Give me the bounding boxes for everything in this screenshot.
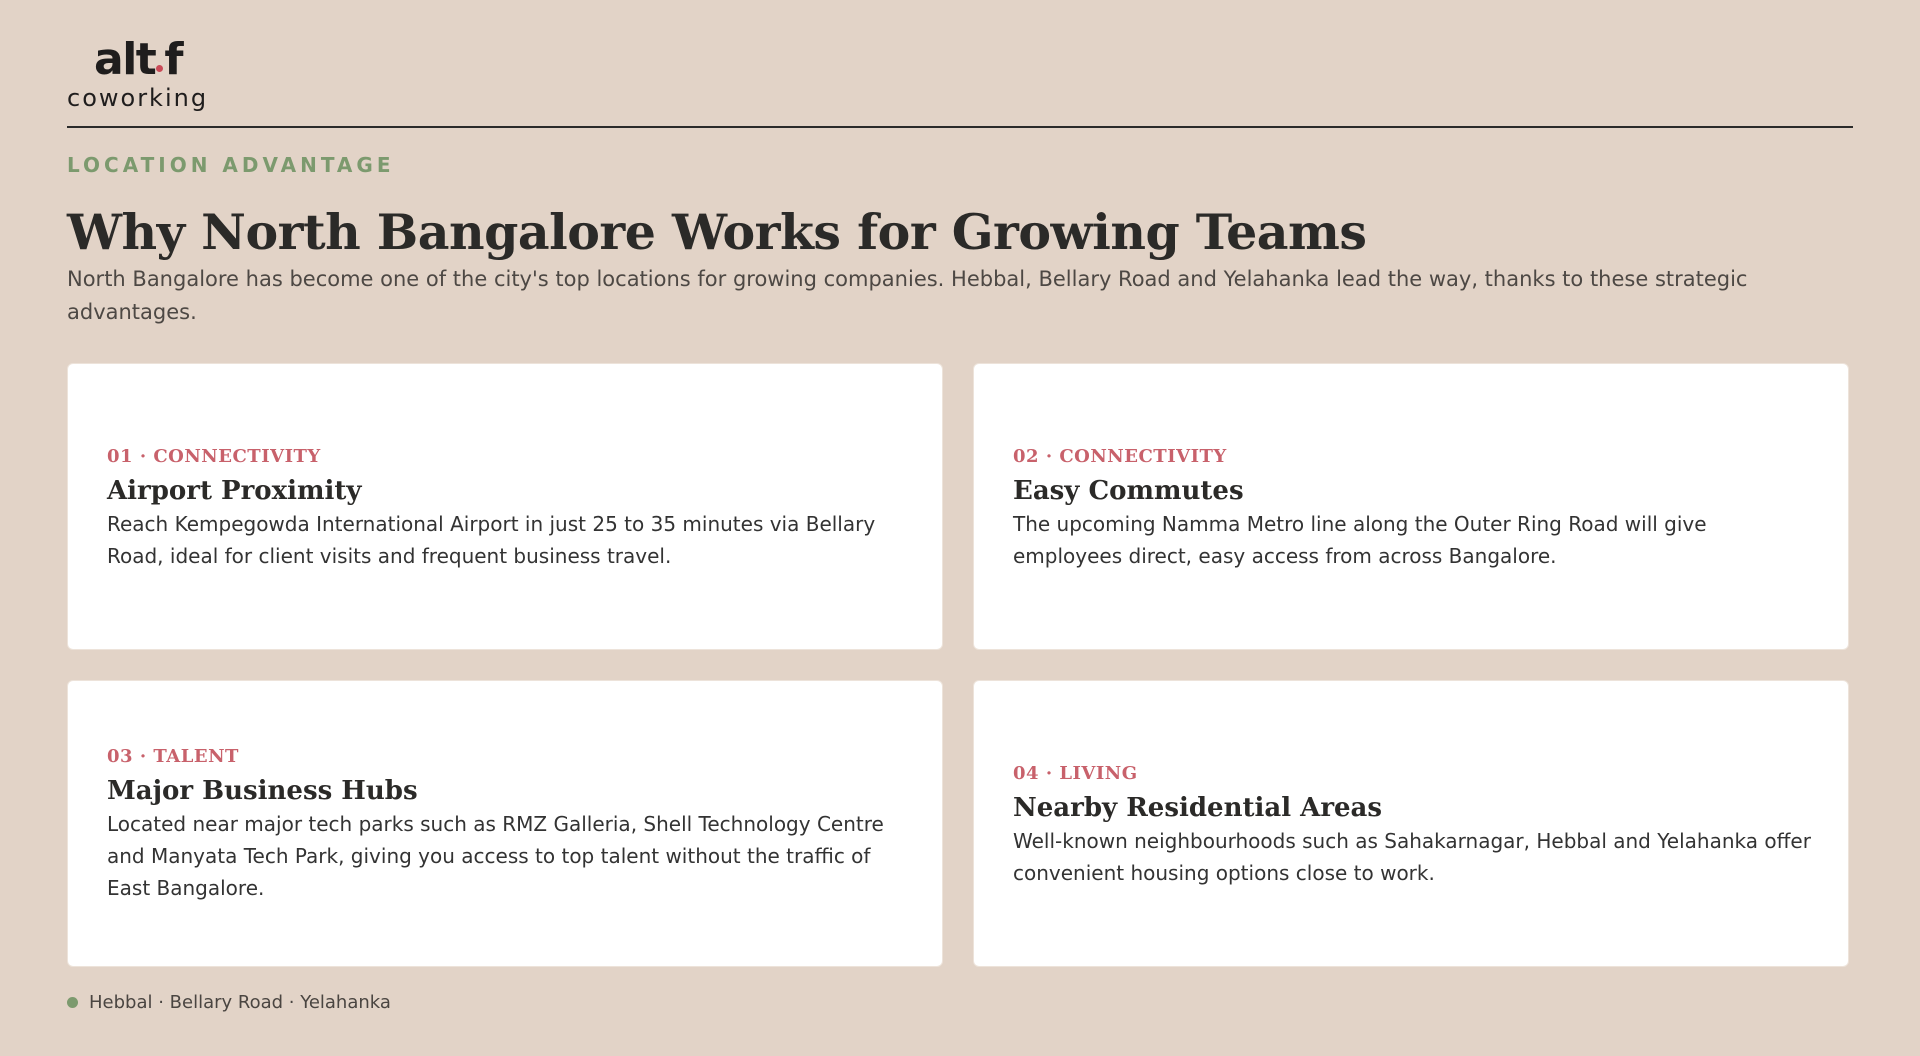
card-tag: 03 · TALENT [107, 746, 239, 767]
logo-wordmark-left: alt [94, 34, 156, 85]
logo-dot-icon [156, 65, 163, 72]
page [67, 0, 1853, 1056]
advantage-card-airport-proximity [67, 363, 943, 650]
location-list: Hebbal · Bellary Road · Yelahanka [89, 992, 391, 1013]
card-tag: 04 · LIVING [1013, 763, 1138, 784]
card-description: Reach Kempegowda International Airport in just 25 to 35 minutes via Bellary Road, ideal for client visits and frequent business travel. [107, 512, 876, 568]
card-description: Located near major tech parks such as RMZ Galleria, Shell Technology Centre and Manyata Tech Park, giving you access to top talent without the traffic of East Bangalore. [107, 812, 884, 900]
card-tag: 01 · CONNECTIVITY [107, 446, 321, 467]
header-divider [67, 126, 1853, 128]
location-footer [67, 992, 391, 1013]
card-title: Nearby Residential Areas [1013, 793, 1383, 823]
advantage-card-easy-commutes [973, 363, 1849, 650]
location-dot-icon [67, 997, 78, 1008]
altf-coworking-logo[interactable] [67, 36, 217, 116]
logo-subtitle: coworking [67, 84, 209, 112]
section-intro: North Bangalore has become one of the city's top locations for growing companies. Hebbal, Bellary Road and Yelahanka lead the way, thanks to these strategic advantages. [67, 267, 1748, 324]
card-title: Easy Commutes [1013, 476, 1244, 506]
advantage-card-nearby-residential-areas [973, 680, 1849, 967]
card-title: Airport Proximity [107, 476, 362, 506]
card-description: The upcoming Namma Metro line along the Outer Ring Road will give employees direct, easy access from across Bangalore. [1013, 512, 1707, 568]
section-headline: Why North Bangalore Works for Growing Teams [67, 203, 1367, 261]
section-eyebrow: LOCATION ADVANTAGE [67, 153, 395, 177]
card-description: Well-known neighbourhoods such as Sahakarnagar, Hebbal and Yelahanka offer convenient housing options close to work. [1013, 829, 1811, 885]
card-title: Major Business Hubs [107, 776, 418, 806]
logo-wordmark-right: f [164, 34, 182, 85]
logo-wordmark [94, 36, 182, 84]
card-tag: 02 · CONNECTIVITY [1013, 446, 1227, 467]
advantage-card-major-business-hubs [67, 680, 943, 967]
